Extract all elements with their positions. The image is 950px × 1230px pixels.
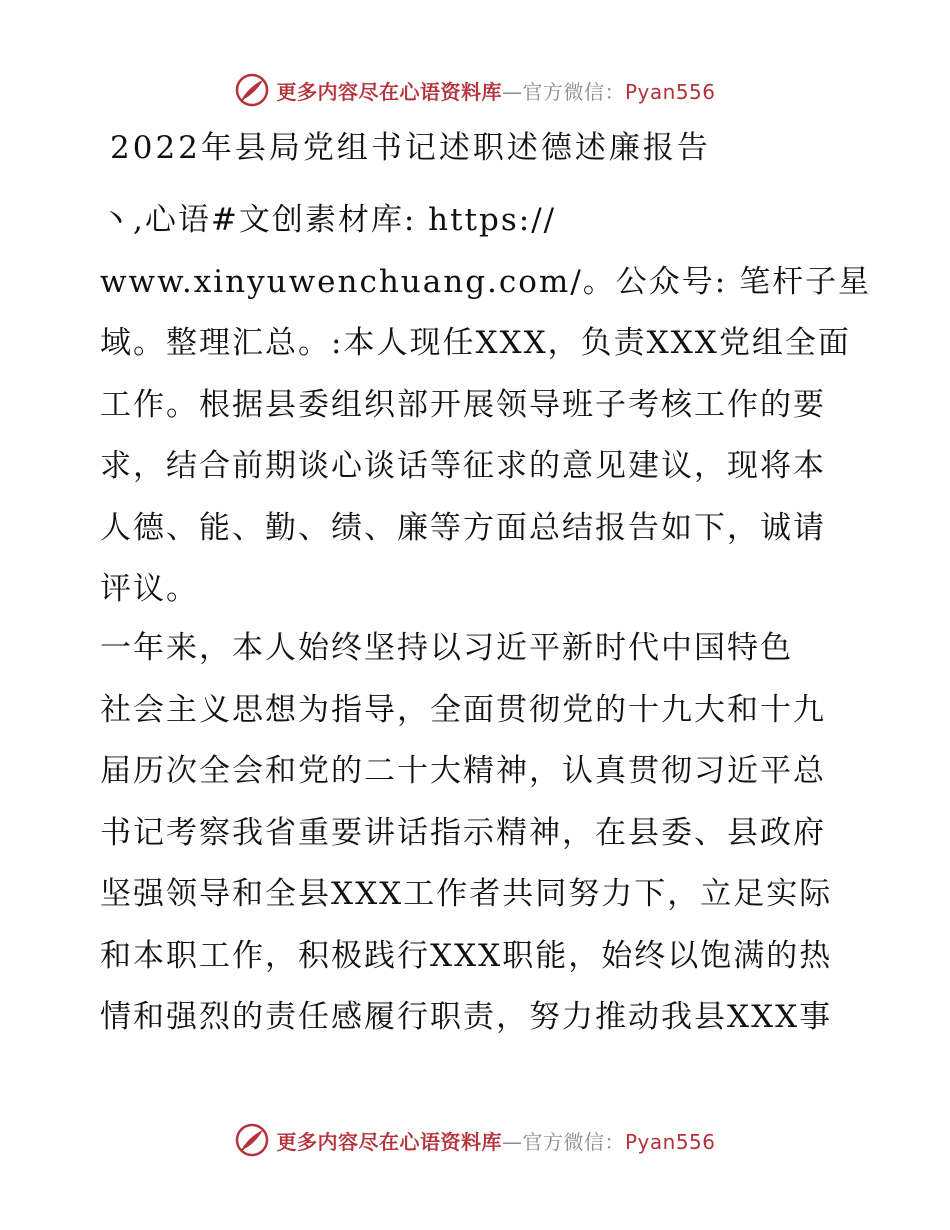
banner-text [276, 76, 715, 105]
text-line: 评议。 [100, 571, 199, 607]
banner-label: 更多内容尽在心语资料库 [276, 1129, 502, 1154]
quill-logo-icon [234, 72, 270, 108]
text-line: 情和强烈的责任感履行职责，努力推动我县XXX事 [100, 999, 833, 1035]
text-line: www.xinyuwenchuang.com/。公众号: 笔杆子星 [100, 263, 872, 300]
text-line: 坚强领导和全县XXX工作者共同努力下，立足实际 [100, 876, 833, 912]
paragraph-body [100, 618, 860, 1049]
text-line: 一年来，本人始终坚持以习近平新时代中国特色 [100, 630, 793, 666]
text-line: 工作。根据县委组织部开展领导班子考核工作的要 [100, 386, 826, 423]
quill-logo-icon [234, 1122, 270, 1158]
text-line: 域。整理汇总。:本人现任XXX，负责XXX党组全面 [100, 325, 851, 361]
banner-text [276, 1126, 715, 1155]
header-banner [0, 70, 950, 110]
text-line: 人德、能、勤、绩、廉等方面总结报告如下，诚请 [100, 509, 826, 546]
banner-contact: Pyan556 [624, 79, 716, 104]
banner-label: 更多内容尽在心语资料库 [276, 79, 502, 104]
banner-contact: Pyan556 [624, 1129, 716, 1154]
text-line: 丶,心语#文创素材库: https:// [100, 202, 557, 238]
text-line: 届历次全会和党的二十大精神，认真贯彻习近平总 [100, 753, 826, 789]
banner-separator: —官方微信： [501, 1129, 625, 1154]
text-line: 求，结合前期谈心谈话等征求的意见建议，现将本 [100, 448, 826, 484]
paragraph-intro [100, 190, 872, 621]
footer-banner [0, 1120, 950, 1160]
text-line: 书记考察我省重要讲话指示精神，在县委、县政府 [100, 814, 826, 851]
text-line: 社会主义思想为指导，全面贯彻党的十九大和十九 [100, 691, 826, 728]
document-title: 2022年县局党组书记述职述德述廉报告 [110, 130, 711, 166]
text-line: 和本职工作，积极践行XXX职能，始终以饱满的热 [100, 937, 833, 974]
banner-separator: —官方微信： [501, 79, 625, 104]
